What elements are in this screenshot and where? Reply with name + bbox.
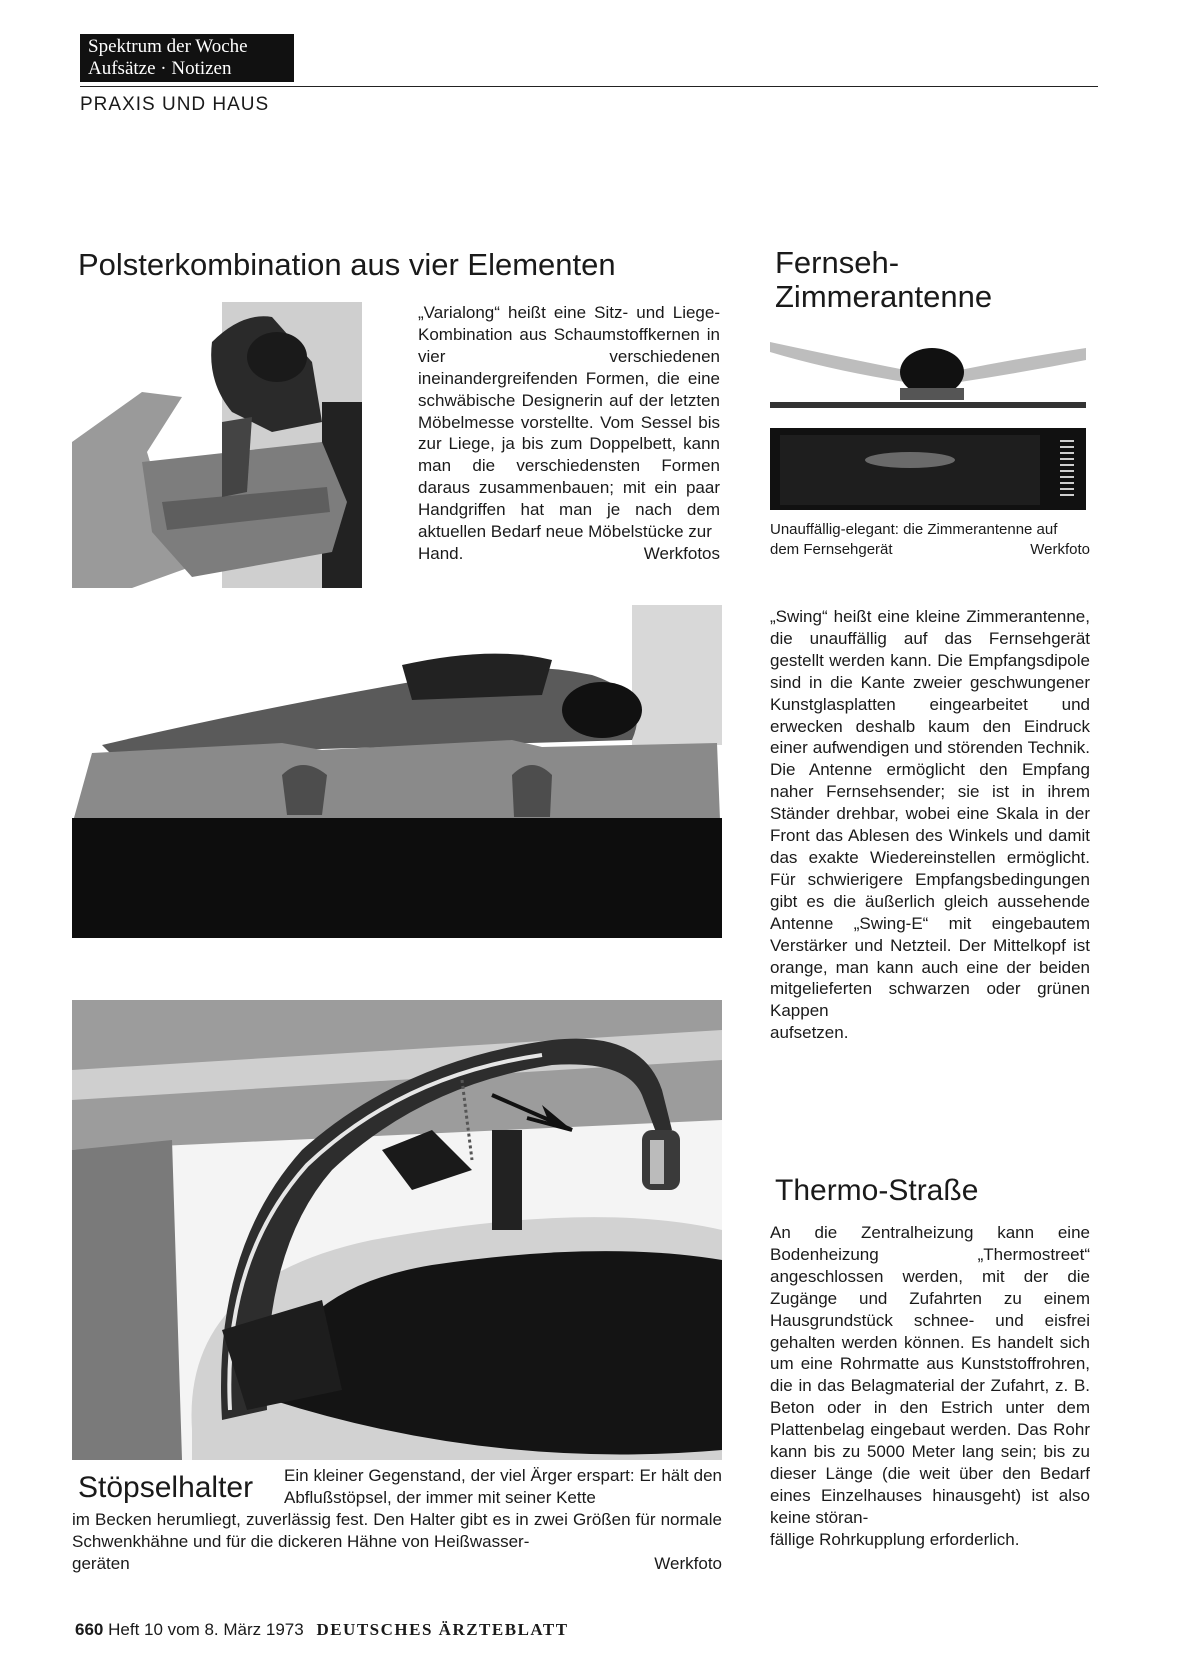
antenne-caption-credit: Werkfoto	[1030, 541, 1090, 558]
issue-info: Heft 10 vom 8. März 1973	[108, 1620, 304, 1639]
thermo-body-text: An die Zentralheizung kann eine Bodenheizung „Thermostreet“ angeschlossen werden, mit der die Zugänge und Zufahrten zu einem Hausgrundstück schnee- und eisfrei gehalten werden können. Es handelt sich um eine Rohrmatte aus Kunststoffrohren, die in das Belagmaterial der Zufahrt, z. B. Beton oder in den Estrich unter dem Plattenbelag eingebaut werden. Das Rohr kann bis zu 5000 Meter lang sein; bis zu dieser Länge (die weit über den Bedarf eines Einzelhauses hinausgeht) ist also keine störan-	[770, 1223, 1090, 1527]
badge-line-1: Spektrum der Woche	[88, 36, 248, 57]
stoepsel-title: Stöpselhalter	[78, 1471, 254, 1504]
antenne-caption	[770, 520, 1090, 560]
antenne-title-line-2: Zimmerantenne	[775, 279, 993, 314]
section-badge	[80, 34, 294, 82]
page-footer	[75, 1618, 569, 1642]
polster-title: Polsterkombination aus vier Elementen	[78, 247, 616, 282]
magazine-name: DEUTSCHES ÄRZTEBLATT	[316, 1620, 569, 1639]
antenne-title	[775, 246, 992, 314]
stoepsel-lead: Ein kleiner Gegenstand, der viel Ärger erspart: Er hält den Abflußstöpsel, der immer mit seiner Kette	[284, 1466, 722, 1507]
photo-faucet-stopper	[72, 1000, 722, 1460]
antenne-caption-line: Unauffällig-elegant: die Zimmerantenne auf dem Fernsehgerät	[770, 521, 1058, 558]
stoepsel-body	[72, 1509, 722, 1575]
photo-woman-lying	[72, 605, 722, 938]
polster-body-tail	[418, 543, 720, 565]
thermo-body	[770, 1222, 1090, 1551]
photo-antenna-on-tv	[770, 330, 1086, 510]
antenne-body-end: aufsetzen.	[770, 1023, 849, 1043]
stoepsel-body-end: geräten	[72, 1553, 130, 1573]
stoepsel-body-text: im Becken herumliegt, zuverlässig fest. Den Halter gibt es in zwei Größen für normale Schwenkhähne und für die dickeren Hähne von Heißwasser-	[72, 1510, 722, 1551]
polster-body-end: Hand.	[418, 543, 464, 563]
antenne-body-text: „Swing“ heißt eine kleine Zimmerantenne, die unauffällig auf das Fernsehgerät gestellt werden kann. Die Empfangsdipole sind in die Kante zweier geschwungener Kunstglasplatten eingearbeitet und erwecken deshalb kaum den Eindruck einer aufwendigen und störenden Technik. Die Antenne ermöglicht den Empfang naher Fernsehsender; sie ist in ihrem Ständer drehbar, wobei eine Skala in der Front das Ablesen des Winkels und damit das exakte Wiedereinstellen ermöglicht. Für schwierigere Empfangsbedingungen gibt es die äußerlich gleich aussehende Antenne „Swing-E“ mit eingebautem Verstärker und Netzteil. Der Mittelkopf ist orange, man kann auch eine der beiden mitgelieferten schwarzen oder grünen Kappen	[770, 607, 1090, 1021]
polster-body	[418, 302, 720, 565]
antenne-title-line-1: Fernseh-	[775, 245, 900, 280]
thermo-title: Thermo-Straße	[775, 1174, 979, 1207]
antenne-body	[770, 606, 1090, 1044]
thermo-body-end: fällige Rohrkupplung erforderlich.	[770, 1529, 1020, 1549]
polster-body-text: „Varialong“ heißt eine Sitz- und Liege-Kombination aus Schaumstoffkernen in vier verschiedenen ineinandergreifenden Formen, die eine schwäbische Designerin auf der letzten Möbelmesse vorstellte. Vom Sessel bis zur Liege, ja bis zum Doppelbett, kann man die verschiedensten Formen daraus zusammenbauen; mit ein paar Handgriffen hat man je nach dem aktuellen Bedarf neue Möbelstücke zur	[418, 303, 720, 542]
stoepsel-credit: Werkfoto	[654, 1553, 722, 1573]
photo-woman-kneeling	[72, 302, 362, 588]
section-label: PRAXIS UND HAUS	[80, 94, 270, 115]
antenne-caption-text	[770, 520, 1090, 560]
header-divider	[80, 86, 1098, 87]
polster-credit: Werkfotos	[643, 543, 720, 563]
page-number: 660	[75, 1620, 104, 1639]
badge-line-2: Aufsätze · Notizen	[88, 58, 232, 79]
stoepsel-body-tail	[72, 1553, 722, 1575]
